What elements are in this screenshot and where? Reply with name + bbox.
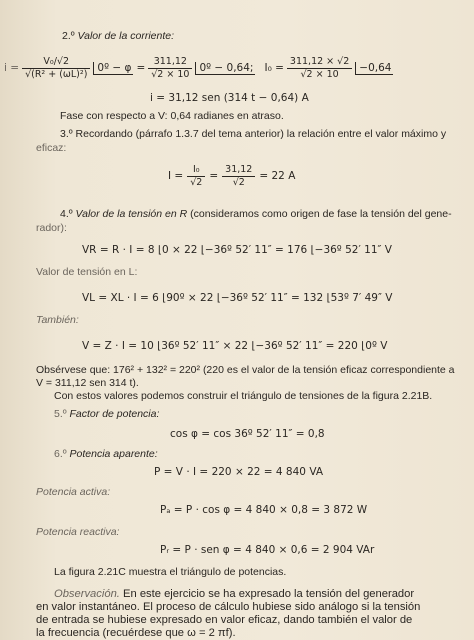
figure-note: La figura 2.21C muestra el triángulo de potencias. xyxy=(54,566,287,578)
phase-angle: 0º − φ xyxy=(93,62,133,75)
vl-label: Valor de tensión en L: xyxy=(36,266,138,278)
fraction-denominator: √2 × 10 xyxy=(300,68,339,80)
reactive-power-label: Potencia reactiva: xyxy=(36,526,120,538)
active-power-label: Potencia activa: xyxy=(36,486,111,498)
section-title: Valor de la corriente: xyxy=(77,30,175,42)
section-number: 2.º xyxy=(62,30,75,42)
section-4-heading xyxy=(60,208,452,220)
fraction-value xyxy=(222,164,255,189)
eq-result: = 22 A xyxy=(259,170,296,182)
phase-angle: −0,64 xyxy=(355,62,393,75)
current-equation xyxy=(4,50,393,86)
current-instant-equation: i = 31,12 sen (314 t − 0,64) A xyxy=(150,92,309,104)
section-3-line1 xyxy=(60,128,446,140)
observation-line2: V = 311,12 sen 314 t). xyxy=(36,377,139,389)
section-title: Valor de la tensión en R xyxy=(75,208,188,220)
section-text-continued: eficaz: xyxy=(36,142,67,154)
section-number: 6.º xyxy=(54,448,67,460)
final-observation-line3: de entrada se hubiese expresado en valor eficaz, dando también el valor de xyxy=(36,614,413,626)
section-5-heading xyxy=(54,408,159,420)
final-observation-line4: la frecuencia (recuérdese que ω = 2 πf). xyxy=(36,627,236,639)
fraction-denominator: √(R² + (ωL)²) xyxy=(25,68,88,80)
section-number: 5.º xyxy=(54,408,67,420)
tambien-label: También: xyxy=(36,314,79,326)
observation-line3: Con estos valores podemos construir el triángulo de tensiones de la figura 2.21B. xyxy=(54,390,433,402)
fraction-numerator: 31,12 xyxy=(222,164,255,177)
eq-lhs: I = xyxy=(168,170,184,182)
apparent-power-equation: P = V · I = 220 × 22 = 4 840 VA xyxy=(154,466,324,478)
reactive-power-equation: Pᵣ = P · sen φ = 4 840 × 0,6 = 2 904 VAr xyxy=(160,544,375,556)
section-number: 3.º xyxy=(60,128,73,140)
section-title: Factor de potencia: xyxy=(69,408,160,420)
fraction-denominator: √2 xyxy=(190,176,203,188)
observation-text: En este ejercicio se ha expresado la tensión del generador xyxy=(123,588,415,600)
section-text: (consideramos como origen de fase la tensión del gene- xyxy=(190,208,452,220)
fraction-v0-impedance xyxy=(22,56,90,81)
phase-note: Fase con respecto a V: 0,64 radianes en atraso. xyxy=(60,110,284,122)
fraction-numerator: 311,12 × √2 xyxy=(287,56,352,69)
i0-label: I₀ = xyxy=(264,62,284,74)
section-6-heading xyxy=(54,448,158,460)
final-observation-line2: en valor instantáneo. El proceso de cálculo hubiese sido análogo si la tensión xyxy=(36,601,421,613)
v-equation: V = Z · I = 10 ⌊36º 52′ 11″ × 22 ⌊−36º 52′ 11″ = 220 ⌊0º V xyxy=(82,340,388,352)
observation-line1: Obsérvese que: 176² + 132² = 220² (220 es el valor de la tensión eficaz correspondiente a xyxy=(36,364,455,376)
eq-lhs: i = xyxy=(4,62,20,74)
fraction-numerator: I₀ xyxy=(187,164,205,177)
fraction-i0-sqrt2 xyxy=(187,164,205,189)
phase-angle: 0º − 0,64; xyxy=(195,62,255,75)
vr-equation: VR = R · I = 8 ⌊0 × 22 ⌊−36º 52′ 11″ = 176 ⌊−36º 52′ 11″ V xyxy=(82,244,392,256)
section-title: Potencia aparente: xyxy=(69,448,158,460)
active-power-equation: Pₐ = P · cos φ = 4 840 × 0,8 = 3 872 W xyxy=(160,504,368,516)
fraction-denominator: √2 × 10 xyxy=(151,68,190,80)
fraction-value xyxy=(148,56,192,81)
fraction-denominator: √2 xyxy=(232,176,245,188)
final-observation-line1 xyxy=(54,588,414,600)
fraction-numerator: V₀/√2 xyxy=(22,56,90,69)
fraction-numerator: 311,12 xyxy=(148,56,192,69)
section-number: 4.º xyxy=(60,208,73,220)
section-2-heading xyxy=(62,30,174,42)
fraction-i0 xyxy=(287,56,352,81)
observation-label: Observación. xyxy=(54,588,120,600)
vl-equation: VL = XL · I = 6 ⌊90º × 22 ⌊−36º 52′ 11″ = 132 ⌊53º 7′ 49″ V xyxy=(82,292,393,304)
power-factor-equation: cos φ = cos 36º 52′ 11″ = 0,8 xyxy=(170,428,325,440)
equals-sign: = xyxy=(136,62,146,74)
rms-equation xyxy=(168,158,295,194)
section-text: Recordando (párrafo 1.3.7 del tema anterior) la relación entre el valor máximo y xyxy=(75,128,447,140)
equals-sign: = xyxy=(209,170,219,182)
section-text-continued: rador): xyxy=(36,222,67,234)
